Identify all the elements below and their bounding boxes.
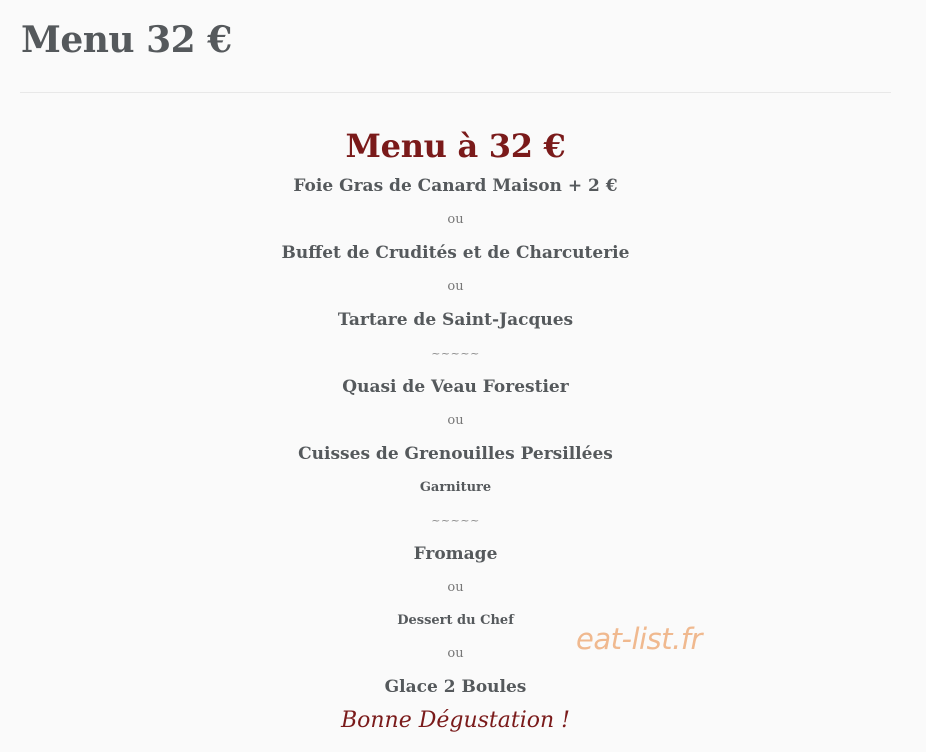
menu-line-tartare: Tartare de Saint-Jacques: [337, 310, 574, 330]
menu-line-ou: ou: [447, 279, 464, 294]
menu-line-glace: Glace 2 Boules: [384, 677, 527, 697]
menu-line-ou: ou: [447, 212, 464, 227]
menu-line-ou: ou: [447, 580, 464, 595]
header-divider: [20, 92, 891, 93]
menu-line-buffet: Buffet de Crudités et de Charcuterie: [281, 243, 630, 263]
menu-line-fromage: Fromage: [413, 544, 498, 564]
menu-closing: Bonne Dégustation !: [340, 708, 571, 733]
menu-line-foie-gras: Foie Gras de Canard Maison + 2 €: [293, 176, 618, 196]
menu-line-ou: ou: [447, 413, 464, 428]
watermark-logo: eat-list.fr: [576, 622, 702, 656]
menu-separator: ~~~~~: [431, 347, 480, 360]
page-title: Menu 32 €: [21, 19, 232, 61]
menu-separator: ~~~~~: [431, 514, 480, 527]
menu-heading: Menu à 32 €: [345, 127, 566, 165]
menu-line-dessert-du-chef: Dessert du Chef: [397, 613, 514, 628]
menu-line-quasi-de-veau: Quasi de Veau Forestier: [342, 377, 569, 397]
menu-line-grenouilles: Cuisses de Grenouilles Persillées: [298, 444, 613, 464]
menu-line-ou: ou: [447, 646, 464, 661]
menu-line-garniture: Garniture: [419, 480, 492, 495]
